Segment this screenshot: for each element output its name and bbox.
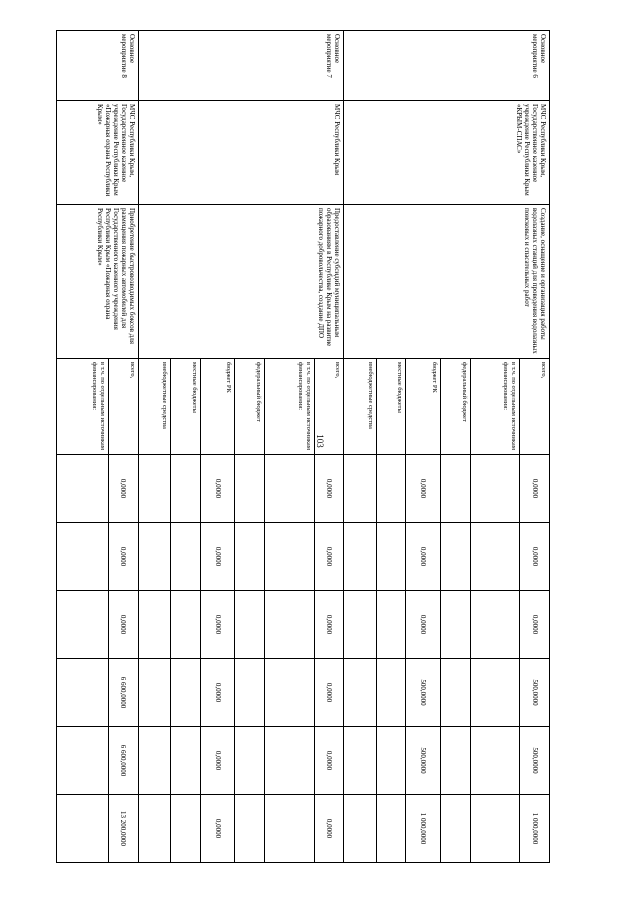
amount-cell: 0,0000 xyxy=(314,659,344,727)
amount-cell: 0,0000 xyxy=(200,659,235,727)
amount-cell xyxy=(376,455,406,523)
amount-cell xyxy=(57,727,109,795)
executor-cell: МЧС Республики Крым xyxy=(138,101,344,205)
amount-cell: 1 000,0000 xyxy=(406,795,441,863)
funding-source-cell: всего, xyxy=(520,359,550,455)
funding-source-cell: внебюджетные средства xyxy=(344,359,376,455)
amount-cell xyxy=(138,523,170,591)
amount-cell xyxy=(376,591,406,659)
amount-cell: 0,0000 xyxy=(314,455,344,523)
funding-source-cell: федеральный бюджет xyxy=(441,359,471,455)
amount-cell xyxy=(265,659,315,727)
amount-cell: 0,0000 xyxy=(314,523,344,591)
funding-source-cell: местные бюджеты xyxy=(171,359,201,455)
financing-table xyxy=(56,30,550,863)
amount-cell xyxy=(171,591,201,659)
amount-cell xyxy=(265,455,315,523)
amount-cell xyxy=(138,659,170,727)
amount-cell xyxy=(138,455,170,523)
amount-cell: 0,0000 xyxy=(520,455,550,523)
amount-cell xyxy=(138,591,170,659)
amount-cell xyxy=(376,659,406,727)
amount-cell xyxy=(470,455,520,523)
amount-cell: 0,0000 xyxy=(520,523,550,591)
executor-cell: МЧС Республики Крым, Государственное казенное учреждение Республики Крым «Пожарная охрана Республики Крым» xyxy=(57,101,139,205)
amount-cell xyxy=(235,795,265,863)
amount-cell xyxy=(441,659,471,727)
amount-cell: 0,0000 xyxy=(314,727,344,795)
amount-cell xyxy=(235,455,265,523)
amount-cell xyxy=(344,523,376,591)
amount-cell xyxy=(265,523,315,591)
amount-cell xyxy=(470,591,520,659)
amount-cell: 0,0000 xyxy=(200,795,235,863)
amount-cell: 0,0000 xyxy=(109,455,139,523)
event-cell: Основное мероприятие 6 xyxy=(344,31,550,101)
amount-cell xyxy=(441,591,471,659)
event-cell: Основное мероприятие 7 xyxy=(138,31,344,101)
funding-source-cell: внебюджетные средства xyxy=(138,359,170,455)
amount-cell xyxy=(235,727,265,795)
amount-cell xyxy=(344,795,376,863)
funding-source-cell: в т.ч. по отдельным источникам финансирования: xyxy=(470,359,520,455)
amount-cell: 6 600,0000 xyxy=(109,659,139,727)
amount-cell xyxy=(57,659,109,727)
description-cell: Предоставление субсидий муниципальным образованиям в Республике Крым на развитие пожарного добровольчества, создание ДПО xyxy=(138,205,344,359)
amount-cell: 0,0000 xyxy=(406,523,441,591)
amount-cell xyxy=(57,523,109,591)
amount-cell xyxy=(344,727,376,795)
amount-cell xyxy=(265,727,315,795)
amount-cell xyxy=(138,795,170,863)
amount-cell: 13 200,0000 xyxy=(109,795,139,863)
funding-source-cell: в т.ч. по отдельным источникам финансирования: xyxy=(57,359,109,455)
amount-cell: 0,0000 xyxy=(406,455,441,523)
amount-cell xyxy=(171,659,201,727)
amount-cell xyxy=(470,523,520,591)
amount-cell: 6 600,0000 xyxy=(109,727,139,795)
amount-cell xyxy=(235,591,265,659)
amount-cell xyxy=(344,591,376,659)
event-cell: Основное мероприятие 8 xyxy=(57,31,139,101)
funding-source-cell: в т.ч. по отдельным источникам финансирования: xyxy=(265,359,315,455)
amount-cell: 0,0000 xyxy=(406,591,441,659)
amount-cell xyxy=(441,455,471,523)
amount-cell: 0,0000 xyxy=(200,727,235,795)
amount-cell xyxy=(441,523,471,591)
amount-cell xyxy=(344,455,376,523)
amount-cell xyxy=(344,659,376,727)
amount-cell xyxy=(235,659,265,727)
amount-cell xyxy=(138,727,170,795)
amount-cell xyxy=(470,795,520,863)
amount-cell xyxy=(441,795,471,863)
amount-cell xyxy=(171,795,201,863)
amount-cell: 0,0000 xyxy=(200,523,235,591)
funding-source-cell: местные бюджеты xyxy=(376,359,406,455)
amount-cell xyxy=(470,659,520,727)
amount-cell: 0,0000 xyxy=(109,591,139,659)
amount-cell xyxy=(57,591,109,659)
amount-cell xyxy=(57,455,109,523)
amount-cell xyxy=(57,795,109,863)
amount-cell xyxy=(376,727,406,795)
table-row xyxy=(109,31,139,863)
amount-cell: 0,0000 xyxy=(520,591,550,659)
amount-cell xyxy=(376,795,406,863)
amount-cell xyxy=(171,523,201,591)
amount-cell: 0,0000 xyxy=(314,795,344,863)
funding-source-cell: всего, xyxy=(314,359,344,455)
amount-cell xyxy=(376,523,406,591)
amount-cell xyxy=(171,727,201,795)
description-cell: Создание, оснащение и организация работы водолазных станций для проведения водолазных поисковых и спасательных работ xyxy=(344,205,550,359)
funding-source-cell: бюджет РК xyxy=(406,359,441,455)
amount-cell: 500,0000 xyxy=(406,727,441,795)
funding-source-cell: федеральный бюджет xyxy=(235,359,265,455)
funding-source-cell: всего, xyxy=(109,359,139,455)
amount-cell xyxy=(235,523,265,591)
financing-table-sheet xyxy=(56,30,550,862)
funding-source-cell: бюджет РК xyxy=(200,359,235,455)
description-cell: Приобретение быстровозводимых боксов для размещения пожарных автомобилей для Государственного казенного учреждения Республики Крым «Пожарная охрана Республики Крым» xyxy=(57,205,139,359)
table-row xyxy=(314,31,344,863)
amount-cell xyxy=(171,455,201,523)
amount-cell xyxy=(265,795,315,863)
executor-cell: МЧС Республики Крым, Государственное казенное учреждение Республики Крым «КРЫМ-СПАС» xyxy=(344,101,550,205)
table-row xyxy=(520,31,550,863)
amount-cell: 0,0000 xyxy=(314,591,344,659)
amount-cell xyxy=(265,591,315,659)
amount-cell xyxy=(441,727,471,795)
amount-cell: 500,0000 xyxy=(520,659,550,727)
amount-cell xyxy=(470,727,520,795)
amount-cell: 0,0000 xyxy=(200,591,235,659)
page-number: 103 xyxy=(315,434,325,448)
amount-cell: 0,0000 xyxy=(200,455,235,523)
amount-cell: 1 000,0000 xyxy=(520,795,550,863)
amount-cell: 0,0000 xyxy=(109,523,139,591)
amount-cell: 500,0000 xyxy=(520,727,550,795)
amount-cell: 500,0000 xyxy=(406,659,441,727)
